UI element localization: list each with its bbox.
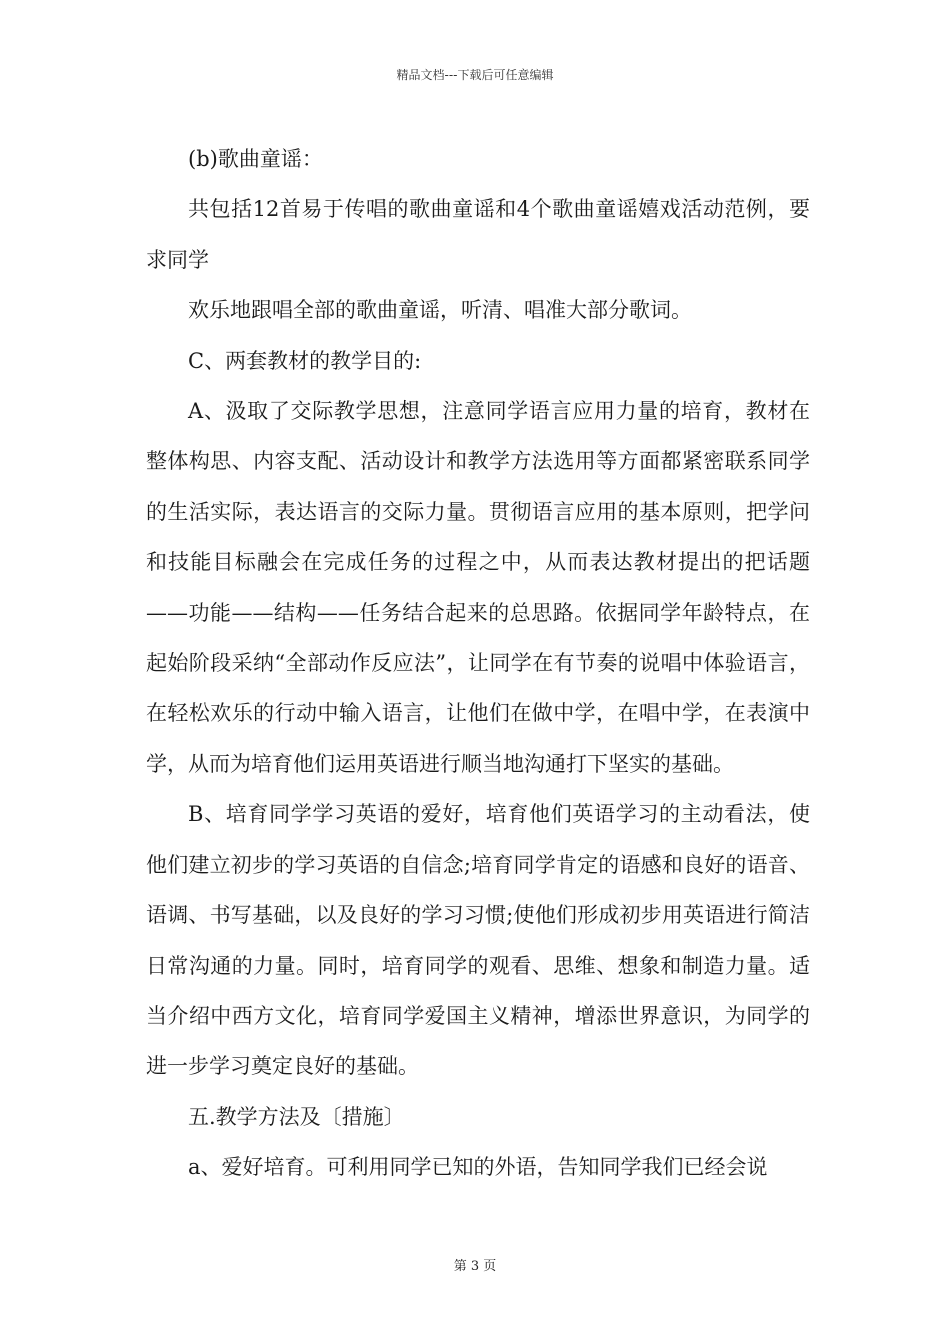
paragraph-b-songs-heading: (b)歌曲童谣： [188, 147, 323, 171]
paragraph-goal-b: B、培育同学学习英语的爱好，培育他们英语学习的主动看法，使他们建立初步的学习英语的自信念;培育同学肯定的语感和良好的语音、语调、书写基础，以及良好的学习习惯;使他们形成初步用英语进行简洁日常沟通的力量。同时，培育同学的观看、思维、想象和制造力量。适当介绍中西方文化，培育同学爱国主义精神，增添世界意识，为同学的进一步学习奠定良好的基础。 [146, 802, 810, 1079]
document-body [146, 134, 810, 1193]
paragraph-method-a: a、爱好培育。可利用同学已知的外语，告知同学我们已经会说 [188, 1155, 768, 1180]
paragraph-c-goals-heading: C、两套教材的教学目的: [188, 348, 422, 373]
paragraph-songs-requirement: 欢乐地跟唱全部的歌曲童谣，听清、唱准大部分歌词。 [188, 298, 692, 323]
paragraph-section-five-heading: 五.教学方法及〔措施〕 [188, 1104, 405, 1129]
paragraph-songs-description: 共包括12首易于传唱的歌曲童谣和4个歌曲童谣嬉戏活动范例，要求同学 [146, 197, 810, 272]
paragraph-goal-a: A、汲取了交际教学思想，注意同学语言应用力量的培育，教材在整体构思、内容支配、活动设计和教学方法选用等方面都紧密联系同学的生活实际，表达语言的交际力量。贯彻语言应用的基本原则，把学问和技能目标融会在完成任务的过程之中，从而表达教材提出的把话题——功能——结构——任务结合起来的总思路。依据同学年龄特点，在起始阶段采纳“全部动作反应法”，让同学在有节奏的说唱中体验语言，在轻松欢乐的行动中输入语言，让他们在做中学，在唱中学，在表演中学，从而为培育他们运用英语进行顺当地沟通打下坚实的基础。 [146, 399, 810, 776]
page-number: 第 3 页 [453, 1259, 497, 1274]
page-header: 精品文档---下载后可任意编辑 [396, 68, 554, 82]
